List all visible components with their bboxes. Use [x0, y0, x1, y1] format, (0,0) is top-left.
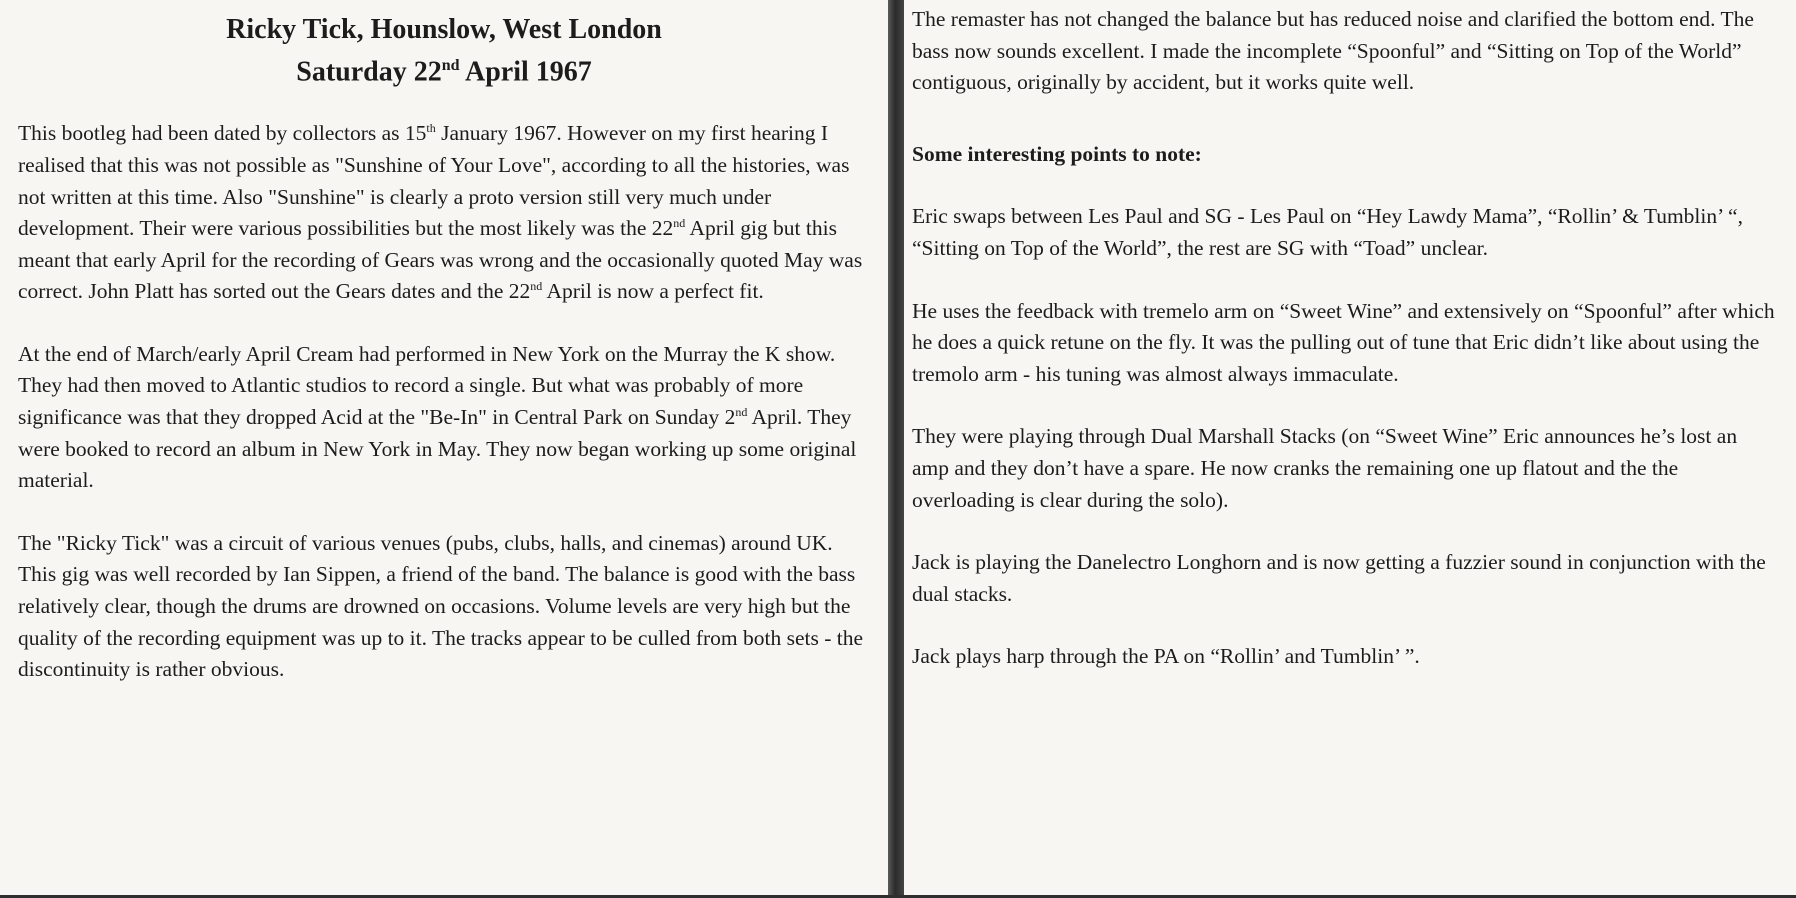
right-page — [904, 0, 1796, 898]
ordinal-suffix: th — [426, 121, 436, 136]
paragraph-new-york — [18, 339, 870, 497]
ordinal-suffix: nd — [530, 279, 543, 294]
page-title — [18, 12, 870, 90]
paragraph-dating-text-1: This bootleg had been dated by collectors as 15 — [18, 121, 427, 146]
paragraph-new-york-text-1: At the end of March/early April Cream had performed in New York on the Murray the K show. They had then moved to Atlantic studios to record a single. But what was probably of more significance was that they dropped Acid at the "Be-In" in Central Park on Sunday 2 — [18, 341, 836, 430]
section-heading: Some interesting points to note: — [912, 141, 1202, 166]
paragraph-ricky-tick: The "Ricky Tick" was a circuit of various venues (pubs, clubs, halls, and cinemas) around UK. This gig was well recorded by Ian Sippen, a friend of the band. The balance is good with the bass relatively clear, though the drums are drowned on occasions. Volume levels are very high but the quality of the recording equipment was up to it. The tracks appear to be culled from both sets - the discontinuity is rather obvious. — [18, 530, 864, 682]
paragraph-remaster: The remaster has not changed the balance but has reduced noise and clarified the bottom end. The bass now sounds excellent. I made the incomplete “Spoonful” and “Sitting on Top of the World” contiguous, originally by accident, but it works quite well. — [912, 7, 1754, 95]
ordinal-suffix: nd — [735, 404, 748, 419]
booklet-spine — [888, 0, 904, 898]
left-page — [0, 0, 888, 898]
paragraph-bass: Jack is playing the Danelectro Longhorn and is now getting a fuzzier sound in conjunction with the dual stacks. — [912, 550, 1766, 606]
paragraph-new-york-text-2: April. They were booked to record an album in New York in May. They now began working up some original material. — [18, 405, 857, 493]
paragraph-feedback: He uses the feedback with tremelo arm on “Sweet Wine” and extensively on “Spoonful” after which he does a quick retune on the fly. It was the pulling out of tune that Eric didn’t like about using the tremolo arm - his tuning was almost always immaculate. — [912, 298, 1775, 386]
paragraph-amps: They were playing through Dual Marshall Stacks (on “Sweet Wine” Eric announces he’s lost an amp and they don’t have a spare. He now cranks the remaining one up flatout and the the overloading is clear during the solo). — [912, 424, 1738, 512]
paragraph-dating — [18, 118, 870, 308]
title-date-part1: Saturday 22 — [296, 56, 442, 88]
paragraph-dating-text-4: April is now a perfect fit. — [542, 279, 764, 304]
ordinal-suffix: nd — [673, 215, 686, 230]
title-date-part2: April 1967 — [459, 56, 592, 88]
paragraph-guitars: Eric swaps between Les Paul and SG - Les Paul on “Hey Lawdy Mama”, “Rollin’ & Tumblin’ “, “Sitting on Top of the World”, the rest are SG with “Toad” unclear. — [912, 204, 1743, 260]
title-line-2 — [18, 48, 870, 90]
title-date-suffix: nd — [441, 57, 460, 74]
title-line-1: Ricky Tick, Hounslow, West London — [226, 14, 662, 45]
paragraph-harp: Jack plays harp through the PA on “Rollin’ and Tumblin’ ”. — [912, 644, 1420, 669]
paragraph-dating-text-3: April gig but this meant that early April for the recording of Gears was wrong and the occasionally quoted May was correct. John Platt has sorted out the Gears dates and the 22 — [18, 216, 863, 304]
paragraph-dating-text-2: January 1967. However on my first hearing I realised that this was not possible as "Sunshine of Your Love", according to all the histories, was not written at this time. Also "Sunshine" is clearly a proto version still very much under development. Their were various possibilities but the most likely was the 22 — [18, 121, 850, 241]
